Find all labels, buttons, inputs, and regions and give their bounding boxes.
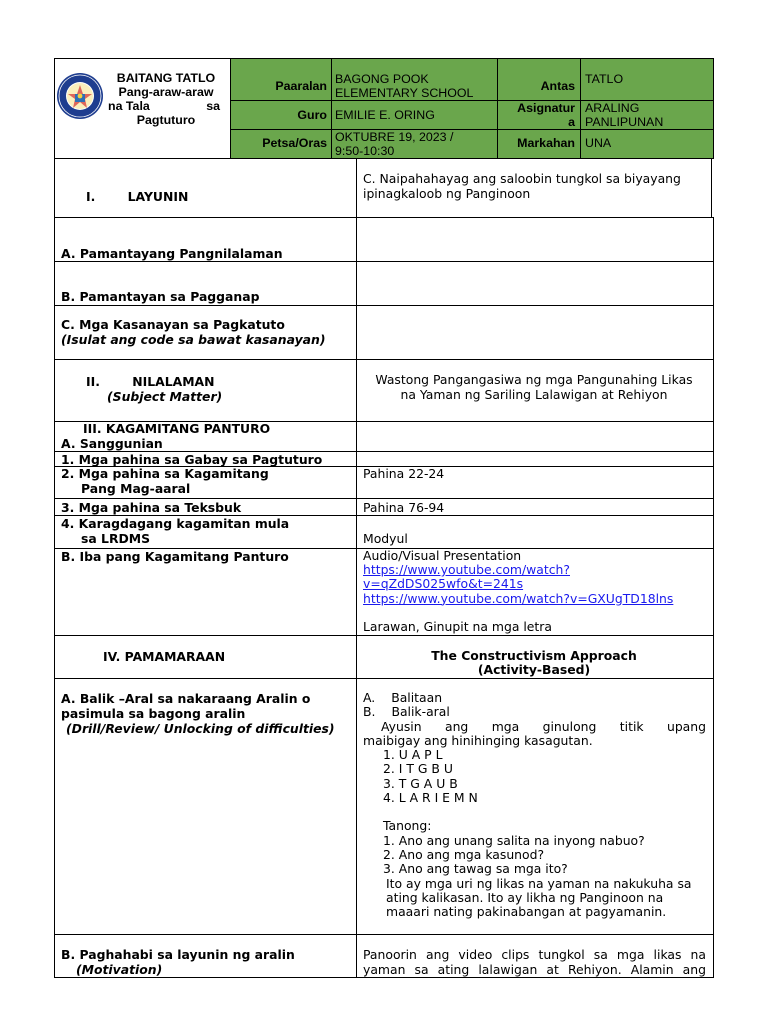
approach-heading: [358, 649, 710, 677]
audio-visual-text: Audio/Visual Presentation: [363, 548, 522, 563]
teksbuk-value: Pahina 76-94: [363, 500, 445, 515]
lrdms-value: Modyul: [363, 531, 408, 546]
paghahabi-line2: yaman sa ating lalawigan at Rehiyon. Alamin ang: [363, 962, 706, 977]
paghahabi-line1: Panoorin ang video clips tungkol sa mga likas na: [363, 947, 706, 962]
pamantayang-pangnilalaman-label: A. Pamantayang Pangnilalaman: [61, 246, 283, 261]
scrambled-item: 4. L A R I E M N: [383, 790, 478, 806]
paaralan-label: Paaralan: [275, 79, 327, 93]
kasanayan-label-line2: (Isulat ang code sa bawat kasanayan): [61, 332, 326, 347]
paaralan-value-line1: BAGONG POOK: [335, 72, 429, 86]
header-title: [106, 71, 226, 127]
petsa-value: [335, 130, 453, 158]
kasanayan-label-line1: C. Mga Kasanayan sa Pagkatuto: [61, 317, 285, 332]
nilalaman-sub: (Subject Matter): [107, 389, 223, 404]
scrambled-item: 3. T G A U B: [383, 775, 458, 791]
asignatura-label-line2: a: [568, 115, 575, 129]
layunin-heading-num: I.: [86, 189, 96, 204]
paghahabi-label-line2: (Motivation): [76, 962, 163, 977]
asignatura-value-line2: PANLIPUNAN: [585, 115, 664, 129]
nilalaman-heading: [86, 374, 222, 404]
instruction-line2: maibigay ang hinihinging kasagutan.: [363, 732, 593, 748]
question-3: 3. Ano ang tawag sa mga ito?: [383, 861, 568, 877]
balitaan-text: Balitaan: [391, 690, 443, 705]
deped-seal-logo: [56, 72, 104, 120]
kagamitan-heading: [61, 421, 270, 451]
youtube-link-1-line2[interactable]: v=qZdDS025wfo&t=241s: [363, 576, 524, 592]
sanggunian-label: A. Sanggunian: [61, 436, 163, 451]
lrdms-label: [61, 516, 289, 546]
balik-aral-text: Balik-aral: [391, 704, 450, 720]
paragraph-line1: Ito ay mga uri ng likas na yaman na nakukuha sa: [386, 875, 692, 891]
youtube-link-2[interactable]: https://www.youtube.com/watch?v=GXUgTD18lns: [363, 590, 674, 606]
antas-label: Antas: [540, 79, 575, 93]
tanong-label: Tanong:: [383, 818, 432, 834]
gabay-label: 1. Mga pahina sa Gabay sa Pagtuturo: [61, 452, 323, 467]
petsa-value-line2: 9:50-10:30: [335, 144, 395, 158]
balik-aral-label-line1: A. Balik –Aral sa nakaraang Aralin o: [61, 691, 311, 706]
paaralan-value-line2: ELEMENTARY SCHOOL: [335, 86, 474, 100]
iba-pang-kagamitan-label: B. Iba pang Kagamitang Panturo: [61, 549, 289, 564]
paghahabi-content: [363, 947, 706, 977]
asignatura-value-line1: ARALING: [585, 101, 640, 115]
header-title-line4: Pagtuturo: [136, 113, 196, 127]
antas-value: TATLO: [585, 72, 624, 86]
question-2: 2. Ano ang mga kasunod?: [383, 846, 545, 862]
header-title-line3b: sa: [206, 99, 220, 113]
balik-aral-content: [363, 691, 706, 919]
lrdms-label-line2: sa LRDMS: [81, 531, 151, 546]
teksbuk-label: 3. Mga pahina sa Teksbuk: [61, 500, 242, 515]
paragraph-line2: ating kalikasan. Ito ay likha ng Panginoon na: [386, 889, 664, 905]
asignatura-label: [499, 101, 575, 129]
nilalaman-value-line2: na Yaman ng Sariling Lalawigan at Rehiyon: [400, 387, 668, 402]
youtube-link-1[interactable]: [363, 563, 673, 591]
layunin-c-text: [363, 171, 681, 201]
lrdms-label-line1: 4. Karagdagang kagamitan mula: [61, 516, 290, 531]
nilalaman-value-line1: Wastong Pangangasiwa ng mga Pangunahing Likas: [375, 372, 693, 387]
layunin-c-line1: C. Naipahahayag ang saloobin tungkol sa biyayang: [363, 171, 681, 186]
kagamitan-r2-value: Pahina 22-24: [363, 466, 445, 481]
larawan-text: Larawan, Ginupit na mga letra: [363, 618, 552, 634]
header-title-line2: Pang-araw-araw: [118, 85, 214, 99]
balik-aral-label-line3: (Drill/Review/ Unlocking of difficulties): [66, 721, 335, 736]
youtube-link-1-line1[interactable]: https://www.youtube.com/watch?: [363, 562, 570, 578]
balik-aral-label-line2: pasimula sa bagong aralin: [61, 706, 246, 721]
layunin-c-line2: ipinagkaloob ng Panginoon: [363, 186, 531, 201]
balik-aral-num: B.: [363, 704, 376, 720]
paragraph-line3: maaari nating pakinabangan at pagyamanin.: [386, 904, 667, 920]
nilalaman-num: II.: [86, 374, 100, 389]
kagamitan-r2-line2: Pang Mag-aaral: [81, 481, 191, 496]
kagamitang-pang-mag-aaral-label: [61, 466, 269, 496]
scrambled-item: 2. I T G B U: [383, 761, 453, 777]
scrambled-item: 1. U A P L: [383, 747, 443, 763]
pamantayan-pagganap-label: B. Pamantayan sa Pagganap: [61, 289, 260, 304]
guro-label: Guro: [297, 108, 327, 122]
iba-pang-kagamitan-value: [363, 549, 673, 634]
nilalaman-heading-text: NILALAMAN: [132, 374, 215, 389]
header-title-line1: BAITANG TATLO: [116, 71, 216, 85]
guro-value: EMILIE E. ORING: [335, 108, 435, 122]
question-1: 1. Ano ang unang salita na inyong nabuo?: [383, 832, 645, 848]
pamamaraan-heading: IV. PAMAMARAAN: [103, 649, 226, 664]
kagamitan-heading-text: III. KAGAMITANG PANTURO: [83, 421, 271, 436]
petsa-value-line1: OKTUBRE 19, 2023 /: [335, 130, 454, 144]
approach-line1: The Constructivism Approach: [431, 648, 637, 663]
kagamitan-r2-line1: 2. Mga pahina sa Kagamitang: [61, 466, 269, 481]
paghahabi-label: [61, 947, 295, 977]
balik-aral-label: [61, 691, 335, 736]
paghahabi-label-line1: B. Paghahabi sa layunin ng aralin: [61, 947, 295, 962]
layunin-heading: [86, 189, 188, 204]
nilalaman-value: [358, 372, 710, 402]
layunin-heading-text: LAYUNIN: [127, 189, 189, 204]
header-title-line3a: na Tala: [108, 99, 150, 113]
markahan-label: Markahan: [517, 136, 575, 150]
approach-line2: (Activity-Based): [477, 662, 591, 677]
paaralan-value: [335, 72, 473, 100]
petsa-label: Petsa/Oras: [262, 136, 327, 150]
asignatura-value: [585, 101, 663, 129]
asignatura-label-line1: Asignatur: [517, 101, 575, 115]
markahan-value: UNA: [585, 136, 612, 150]
balitaan-num: A.: [363, 690, 376, 705]
instruction-line1: Ayusin ang mga ginulong titik upang: [381, 718, 706, 734]
kasanayan-label: [61, 317, 326, 347]
